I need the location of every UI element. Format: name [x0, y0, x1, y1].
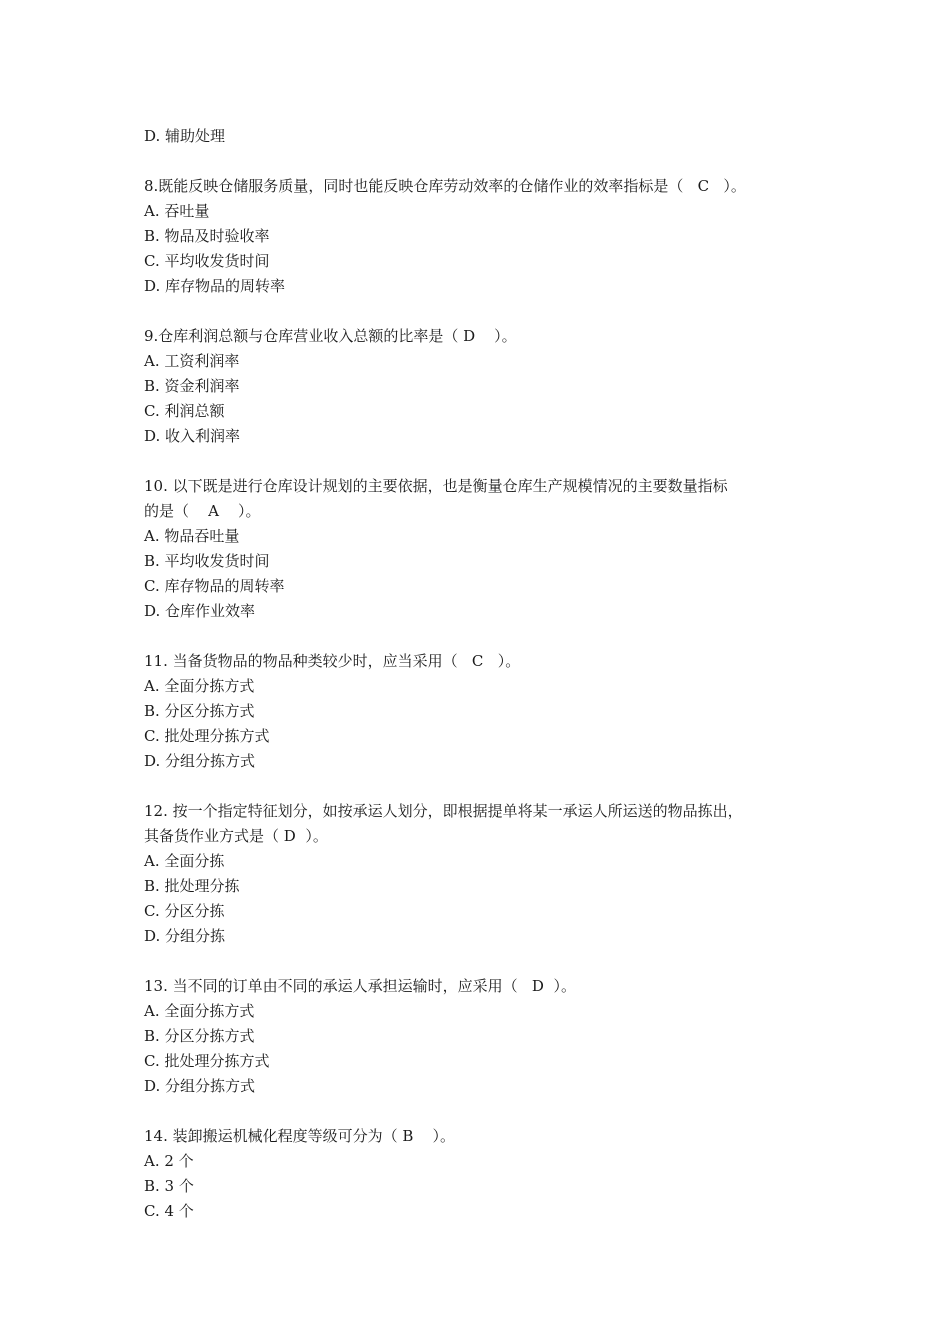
- question-text: 12. 按一个指定特征划分，如按承运人划分，即根据提单将某一承运人所运送的物品拣出，: [144, 802, 743, 820]
- option-line: B. 分区分拣方式: [144, 702, 255, 720]
- question-block-11: [144, 649, 824, 774]
- option-line: B. 平均收发货时间: [144, 552, 270, 570]
- option-line: C. 库存物品的周转率: [144, 577, 285, 595]
- question-block-8: [144, 174, 824, 299]
- option-line: B. 批处理分拣: [144, 877, 240, 895]
- option-line: C. 利润总额: [144, 402, 225, 420]
- option-line: A. 全面分拣: [144, 852, 225, 870]
- spacer: [144, 299, 824, 324]
- question-text: 11. 当备货物品的物品种类较少时，应当采用（ C ）。: [144, 652, 521, 670]
- option-line: B. 3 个: [144, 1177, 194, 1195]
- question-block-13: [144, 974, 824, 1099]
- option-line: D. 分组分拣方式: [144, 1077, 256, 1095]
- option-line: B. 分区分拣方式: [144, 1027, 255, 1045]
- spacer: [144, 949, 824, 974]
- question-block-12: [144, 799, 824, 949]
- spacer: [144, 624, 824, 649]
- question-text: 13. 当不同的订单由不同的承运人承担运输时，应采用（ D ）。: [144, 977, 576, 995]
- option-line: D. 收入利润率: [144, 427, 241, 445]
- document-page: [144, 124, 824, 1224]
- question-text: 10. 以下既是进行仓库设计规划的主要依据，也是衡量仓库生产规模情况的主要数量指标: [144, 477, 728, 495]
- question-text: 14. 装卸搬运机械化程度等级可分为（ B ）。: [144, 1127, 455, 1145]
- option-line: A. 2 个: [144, 1152, 194, 1170]
- question-text: 9.仓库利润总额与仓库营业收入总额的比率是（ D ）。: [144, 327, 517, 345]
- option-line: C. 4 个: [144, 1202, 194, 1220]
- option-line: A. 全面分拣方式: [144, 1002, 255, 1020]
- question-block-10: [144, 474, 824, 624]
- option-line: D. 仓库作业效率: [144, 602, 256, 620]
- option-line: B. 物品及时验收率: [144, 227, 270, 245]
- question-text-continued: 其备货作业方式是（ D ）。: [144, 827, 328, 845]
- option-line: A. 物品吞吐量: [144, 527, 240, 545]
- option-line: D. 辅助处理: [144, 127, 226, 145]
- option-line: B. 资金利润率: [144, 377, 240, 395]
- option-line: C. 分区分拣: [144, 902, 225, 920]
- option-line: A. 吞吐量: [144, 202, 210, 220]
- question-text-continued: 的是（ A ）。: [144, 502, 261, 520]
- option-line: C. 平均收发货时间: [144, 252, 270, 270]
- spacer: [144, 149, 824, 174]
- question-text: 8.既能反映仓储服务质量，同时也能反映仓库劳动效率的仓储作业的效率指标是（ C ）。: [144, 177, 746, 195]
- option-line: C. 批处理分拣方式: [144, 1052, 270, 1070]
- option-line: C. 批处理分拣方式: [144, 727, 270, 745]
- question-block-14: [144, 1124, 824, 1224]
- option-line: D. 分组分拣方式: [144, 752, 256, 770]
- spacer: [144, 1099, 824, 1124]
- option-line: D. 库存物品的周转率: [144, 277, 286, 295]
- question-block-9: [144, 324, 824, 449]
- spacer: [144, 449, 824, 474]
- option-line: A. 全面分拣方式: [144, 677, 255, 695]
- option-line: A. 工资利润率: [144, 352, 240, 370]
- spacer: [144, 774, 824, 799]
- option-line: D. 分组分拣: [144, 927, 226, 945]
